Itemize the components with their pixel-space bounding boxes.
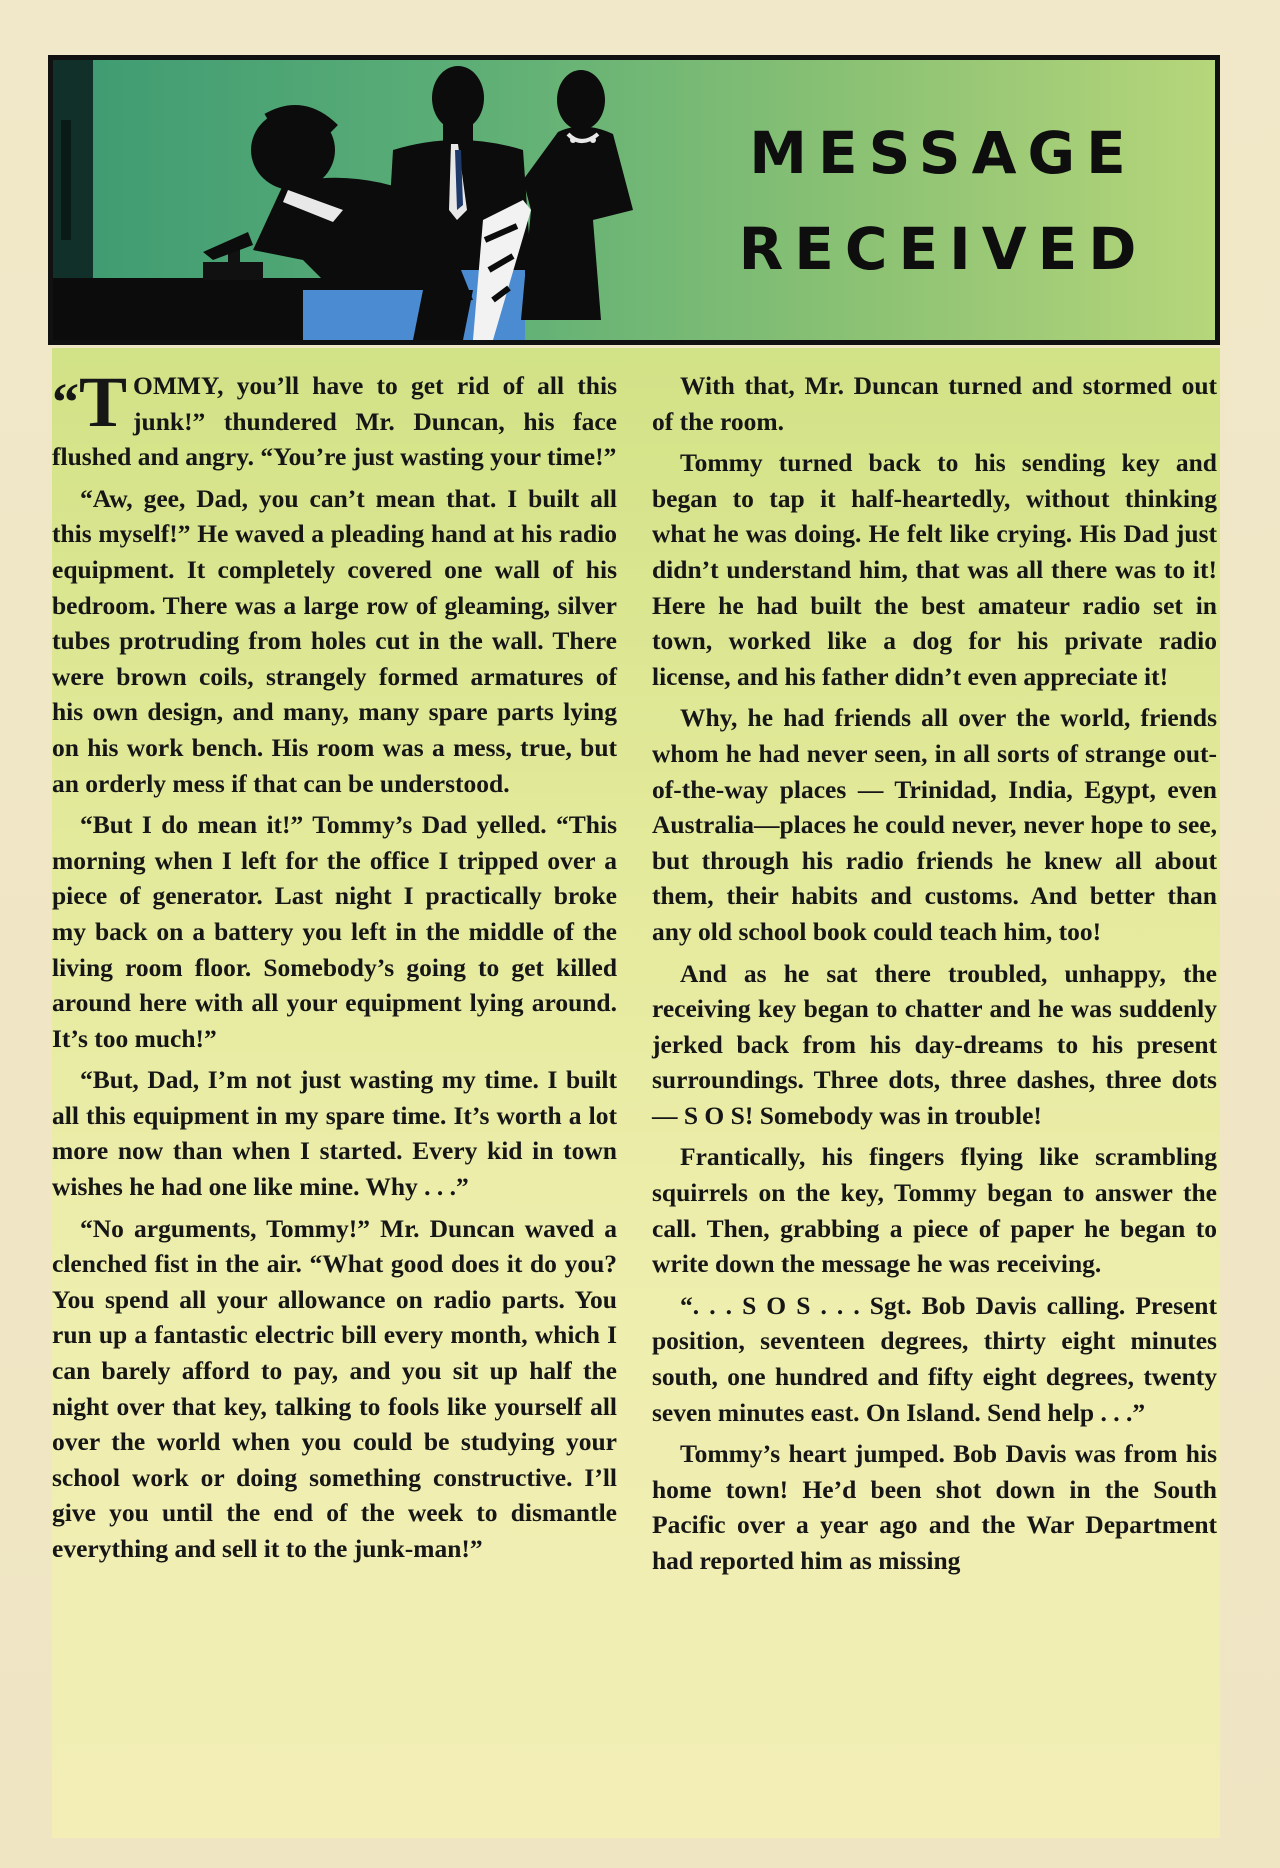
wall-fixture — [53, 60, 93, 280]
paragraph: Why, he had friends all over the world, friends whom he had never seen, in all sorts of strange out-of-the-way places — Trinidad, India, Egypt, even Australia—places he could never, never hope to see, but through his radio friends he knew all about them, their habits and customs. And better than any old school book could teach him, too! — [652, 703, 1217, 946]
drop-cap: “T — [52, 362, 128, 442]
right-text-column — [652, 368, 1217, 1585]
story-header-panel — [48, 55, 1220, 345]
story-text-area — [52, 348, 1220, 1838]
left-text-column — [52, 362, 617, 1573]
paragraph: “. . . S O S . . . Sgt. Bob Davis calling. Present position, seventeen degrees, thirty eight minutes south, one hundred and fifty eight degrees, twenty seven minutes east. On Island. Send help . . .” — [652, 1290, 1217, 1427]
standing-woman-silhouette — [521, 70, 633, 320]
paragraph: “Aw, gee, Dad, you can’t mean that. I built all this myself!” He waved a pleading hand at his radio equipment. It completely covered one wall of his bedroom. There was a large row of gleaming, silver tubes protruding from holes cut in the wall. There were brown coils, strangely formed armatures of his own design, and many, many spare parts lying on his work bench. His room was a mess, true, but an orderly mess if that can be understood. — [52, 483, 617, 798]
paragraph: Frantically, his fingers flying like scrambling squirrels on the key, Tommy began to answer the call. Then, grabbing a piece of paper he began to write down the message he was receiving. — [652, 1142, 1217, 1279]
paragraph: “T OMMY, you’ll have to get rid of all this junk!” thundered Mr. Duncan, his face flushed and angry. “You’re just wasting your time!” — [52, 362, 617, 472]
paragraph: And as he sat there troubled, unhappy, the receiving key began to chatter and he was suddenly jerked back from his day-dreams to his present surroundings. Three dots, three dashes, three dots— S O S! Somebody was in trouble! — [652, 958, 1217, 1130]
paragraph: Tommy’s heart jumped. Bob Davis was from his home town! He’d been shot down in the South Pacific over a year ago and the War Department had reported him as missing — [652, 1439, 1217, 1575]
title-line-message: MESSAGE — [749, 119, 1137, 187]
paragraph: “No arguments, Tommy!” Mr. Duncan waved a clenched fist in the air. “What good does it do you? You spend all your allowance on radio parts. You run up a fantastic electric bill every month, which I can barely afford to pay, and you sit up half the night over that key, talking to fools like yourself all over the world when you could be studying your school work or doing something constructive. I’ll give you until the end of the week to dismantle everything and sell it to the junk-man!” — [52, 1213, 617, 1563]
paragraph: “But, Dad, I’m not just wasting my time. I built all this equipment in my spare time. It’s worth a lot more now than when I started. Every kid in town wishes he had one like mine. Why . . .” — [52, 1065, 617, 1202]
paragraph: “But I do mean it!” Tommy’s Dad yelled. “This morning when I left for the office I tripped over a piece of generator. Last night I practically broke my back on a battery you left in the middle of the living room floor. Somebody’s going to get killed around here with all your equipment lying around. It’s too much!” — [52, 810, 617, 1053]
paragraph: Tommy turned back to his sending key and began to tap it half-heartedly, without thinking what he was doing. He felt like crying. His Dad just didn’t understand him, that was all there was to it! Here he had built the best amateur radio set in town, worked like a dog for his private radio license, and his father didn’t even appreciate it! — [652, 448, 1217, 691]
title-line-received: RECEIVED — [738, 215, 1148, 283]
paragraph: With that, Mr. Duncan turned and stormed out of the room. — [652, 371, 1217, 436]
story-title — [693, 105, 1193, 297]
